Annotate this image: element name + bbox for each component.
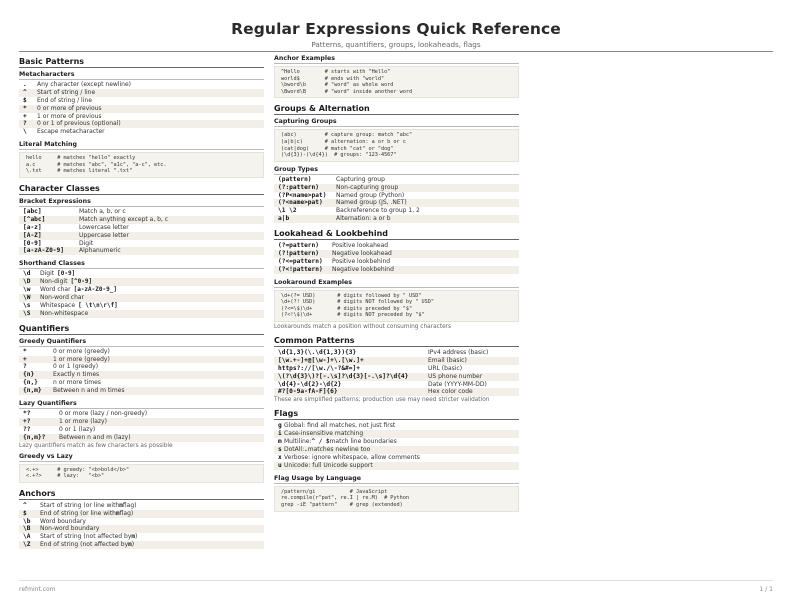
- pattern-code: (?=pattern): [278, 242, 319, 250]
- pattern-description: Unicode: full Unicode support: [284, 461, 373, 469]
- pattern-code: #?[0-9a-fA-F]{6}: [278, 388, 338, 396]
- pattern-code: \s: [23, 301, 31, 309]
- pattern-code: (?<name>pat): [278, 199, 323, 207]
- pattern-description: 0 or more (greedy): [53, 347, 110, 355]
- pattern-description: Negative lookahead: [332, 249, 392, 257]
- pattern-code: \b: [23, 517, 31, 525]
- pattern-description: Word char: [40, 286, 71, 294]
- pattern-description: Between n and m times: [53, 387, 125, 395]
- common-patterns-table: [274, 349, 519, 396]
- pattern-code: m: [278, 438, 282, 446]
- pattern-description: 0 or 1 of previous (optional): [37, 120, 121, 128]
- pattern-code: [abc]: [23, 208, 42, 216]
- shorthand-row: [19, 278, 264, 286]
- footer-page-number: 1 / 1: [759, 586, 773, 593]
- pattern-code: ^: [23, 88, 27, 96]
- bracket-row: [19, 224, 264, 232]
- inline-code: [ \t\n\r\f]: [78, 301, 118, 309]
- pattern-description: Non-digit: [40, 278, 68, 286]
- pattern-code: (?!pattern): [278, 249, 319, 257]
- left-column: [19, 55, 264, 549]
- common-pattern-row: [274, 365, 519, 373]
- pattern-description: Non-word char: [40, 294, 85, 302]
- anchor-examples-code-block: ^Hello # starts with "Hello" world$ # ends with "world" \bword\b # "word" as whole word \Bword\B # "word" inside another word: [274, 66, 519, 98]
- pattern-code: {n}: [23, 371, 35, 379]
- subsection-title-shorthand: Shorthand Classes: [19, 260, 264, 269]
- pattern-code: \D: [23, 278, 31, 286]
- pattern-code: ^: [23, 501, 27, 509]
- anchor-row: [19, 502, 264, 510]
- pattern-description: US phone number: [428, 372, 483, 380]
- pattern-description: Named group (Python): [336, 191, 405, 199]
- anchor-row: [19, 541, 264, 549]
- group-type-row: [274, 184, 519, 192]
- pattern-description: Named group (JS, .NET): [336, 199, 407, 207]
- footer-divider: [19, 580, 773, 581]
- pattern-description: 0 or 1 (greedy): [53, 363, 99, 371]
- lookaround-row: [274, 266, 519, 274]
- pattern-code: *: [23, 104, 27, 112]
- pattern-description: Positive lookahead: [332, 242, 389, 250]
- shorthand-row: [19, 294, 264, 302]
- shorthand-row: [19, 310, 264, 318]
- greedy-table: [19, 348, 264, 395]
- flag-row: [274, 438, 519, 446]
- lookaround-note: Lookarounds match a position without consuming characters: [274, 324, 452, 331]
- section-title-character-classes: Character Classes: [19, 184, 264, 195]
- greedy-vs-lazy-code-block: <.+> # greedy: "<b>bold</b>" <.+?> # lazy: "<b>": [19, 464, 264, 483]
- pattern-code: \W: [23, 294, 31, 302]
- subsection-title-lazy: Lazy Quantifiers: [19, 400, 264, 409]
- pattern-code: [0-9]: [23, 239, 42, 247]
- bracket-row: [19, 232, 264, 240]
- pattern-description-tail: flag): [122, 501, 137, 509]
- pattern-code: [\w.+-]+@[\w-]+\.[\w.]+: [278, 356, 364, 364]
- section-title-quantifiers: Quantifiers: [19, 324, 264, 335]
- bracket-row: [19, 208, 264, 216]
- lazy-table: [19, 410, 264, 442]
- pattern-code: \1 \2: [278, 207, 297, 215]
- pattern-code: x: [278, 453, 282, 461]
- pattern-code: u: [278, 461, 282, 469]
- pattern-description: 1 or more of previous: [37, 112, 102, 120]
- anchor-row: [19, 533, 264, 541]
- subsection-title-capturing: Capturing Groups: [274, 118, 519, 127]
- inline-code: m: [128, 541, 132, 549]
- pattern-code: $: [23, 96, 27, 104]
- bracket-row: [19, 247, 264, 255]
- pattern-description: Capturing group: [336, 175, 385, 183]
- bracket-row: [19, 216, 264, 224]
- shorthand-row: [19, 286, 264, 294]
- pattern-description: Hex color code: [428, 388, 473, 396]
- inline-code: [a-zA-Z0-9_]: [73, 286, 117, 294]
- anchor-row: [19, 525, 264, 533]
- pattern-code: \Z: [23, 541, 31, 549]
- lazy-row: [19, 418, 264, 426]
- pattern-code: $: [23, 509, 27, 517]
- common-pattern-row: [274, 373, 519, 381]
- pattern-description: Escape metacharacter: [37, 128, 105, 136]
- section-title-anchors: Anchors: [19, 489, 264, 500]
- common-pattern-row: [274, 349, 519, 357]
- group-type-row: [274, 207, 519, 215]
- pattern-description: Verbose: ignore whitespace, allow comments: [284, 453, 420, 461]
- lazy-row: [19, 410, 264, 418]
- metacharacter-row: [19, 120, 264, 128]
- pattern-code: [^abc]: [23, 215, 46, 223]
- inline-code: [0-9]: [57, 270, 76, 278]
- pattern-code: \A: [23, 533, 31, 541]
- greedy-row: [19, 356, 264, 364]
- pattern-description: Positive lookbehind: [332, 257, 391, 265]
- pattern-code: ??: [23, 425, 31, 433]
- pattern-description: Non-word boundary: [40, 525, 100, 533]
- metacharacter-row: [19, 81, 264, 89]
- literal-code-block: hello # matches "hello" exactly a.c # matches "abc", "a1c", "a-c", etc. \.txt # matches literal ".txt": [19, 152, 264, 178]
- metacharacters-table: [19, 81, 264, 136]
- pattern-code: *?: [23, 410, 31, 418]
- pattern-code: (?:pattern): [278, 183, 319, 191]
- pattern-description: 0 or 1 (lazy): [59, 425, 96, 433]
- metacharacter-row: [19, 113, 264, 121]
- section-title-basic: Basic Patterns: [19, 57, 264, 68]
- greedy-row: [19, 379, 264, 387]
- lookaround-table: [274, 242, 519, 274]
- pattern-code: \: [23, 128, 27, 136]
- pattern-description: Case-insensitive matching: [284, 430, 364, 438]
- pattern-description: Match a, b, or c: [79, 208, 126, 216]
- pattern-code: i: [278, 430, 282, 438]
- anchor-row: [19, 510, 264, 518]
- pattern-description: Lowercase letter: [79, 223, 129, 231]
- pattern-description: DotAll:: [284, 446, 305, 454]
- pattern-code: \d{4}-\d{2}-\d{2}: [278, 380, 342, 388]
- pattern-code: [a-z]: [23, 223, 42, 231]
- pattern-code: https?://[\w./\-?&#=]+: [278, 364, 360, 372]
- common-note: These are simplified patterns; production use may need stricter validation: [274, 397, 490, 404]
- pattern-code: \(?\d{3}\)?[-.\s]?\d{3}[-.\s]?\d{4}: [278, 372, 409, 380]
- pattern-description: IPv4 address (basic): [428, 349, 489, 357]
- group-type-row: [274, 215, 519, 223]
- pattern-description: End of string / line: [37, 96, 92, 104]
- flag-row: [274, 446, 519, 454]
- section-title-flags: Flags: [274, 409, 519, 420]
- pattern-description: Date (YYYY-MM-DD): [428, 380, 487, 388]
- bracket-row: [19, 240, 264, 248]
- pattern-code: {n,m}: [23, 387, 42, 395]
- subsection-title-lookaround-examples: Lookaround Examples: [274, 279, 519, 288]
- pattern-description: n or more times: [53, 379, 101, 387]
- metacharacter-row: [19, 128, 264, 136]
- pattern-description: Exactly n times: [53, 371, 100, 379]
- pattern-description: Alternation: a or b: [336, 215, 391, 223]
- subsection-title-bracket: Bracket Expressions: [19, 198, 264, 207]
- inline-code: .: [304, 446, 308, 454]
- pattern-description: Match anything except a, b, c: [79, 215, 169, 223]
- page-subtitle: Patterns, quantifiers, groups, lookaheads, flags: [311, 40, 481, 49]
- subsection-title-anchor-examples: Anchor Examples: [274, 55, 519, 64]
- pattern-description: Start of string / line: [37, 88, 96, 96]
- flag-row: [274, 462, 519, 470]
- pattern-description: Non-capturing group: [336, 183, 399, 191]
- greedy-row: [19, 387, 264, 395]
- pattern-code: +: [23, 112, 27, 120]
- pattern-description: 0 or more of previous: [37, 104, 102, 112]
- subsection-title-group-types: Group Types: [274, 166, 519, 175]
- pattern-code: ?: [23, 120, 27, 128]
- header: [0, 20, 792, 49]
- metacharacter-row: [19, 97, 264, 105]
- pattern-code: (pattern): [278, 175, 312, 183]
- pattern-code: [a-zA-Z0-9]: [23, 247, 64, 255]
- pattern-code: s: [278, 446, 282, 454]
- pattern-description: Digit: [40, 270, 55, 278]
- pattern-description: Non-whitespace: [40, 309, 89, 317]
- subsection-title-metacharacters: Metacharacters: [19, 71, 264, 80]
- anchors-table: [19, 502, 264, 549]
- section-title-common-patterns: Common Patterns: [274, 336, 519, 347]
- inline-code: m: [119, 501, 123, 509]
- section-title-groups: Groups & Alternation: [274, 104, 519, 115]
- pattern-description-tail: matches newline too: [307, 446, 371, 454]
- footer-site: refmint.com: [19, 586, 56, 593]
- subsection-title-greedy-vs-lazy: Greedy vs Lazy: [19, 453, 264, 462]
- pattern-code: (?<!pattern): [278, 265, 323, 273]
- pattern-code: *: [23, 347, 27, 355]
- pattern-code: g: [278, 422, 282, 430]
- pattern-code: +?: [23, 417, 31, 425]
- pattern-description: Start of string (not affected by: [40, 533, 132, 541]
- pattern-description: Digit: [79, 239, 94, 247]
- greedy-row: [19, 363, 264, 371]
- flags-table: [274, 422, 519, 469]
- flag-usage-code-block: /pattern/gi # JavaScript re.compile(r"pat", re.I | re.M) # Python grep -iE "pattern" # grep (extended): [274, 486, 519, 512]
- right-column: [274, 55, 519, 514]
- pattern-description: 1 or more (greedy): [53, 355, 110, 363]
- shorthand-table: [19, 270, 264, 317]
- pattern-code: (?<=pattern): [278, 257, 323, 265]
- common-pattern-row: [274, 381, 519, 389]
- group-type-row: [274, 176, 519, 184]
- lazy-note: Lazy quantifiers match as few characters as possible: [19, 442, 173, 449]
- pattern-description: Start of string (or line with: [40, 501, 120, 509]
- capturing-code-block: (abc) # capture group: match "abc" (a|b|c) # alternation: a or b or c (cat|dog) # match "cat" or "dog" (\d{3})-(\d{4}) # groups: "123-4567": [274, 129, 519, 161]
- shorthand-row: [19, 302, 264, 310]
- inline-code: [^0-9]: [70, 278, 93, 286]
- pattern-code: \w: [23, 286, 31, 294]
- metacharacter-row: [19, 105, 264, 113]
- lookaround-code-block: \d+(?= USD) # digits followed by " USD" \d+(?! USD) # digits NOT followed by " USD" (?<=\$)\d+ # digits preceded by "$" (?<!\$)\d+ # digits NOT preceded by "$": [274, 290, 519, 322]
- bracket-table: [19, 208, 264, 255]
- pattern-description: Backreference to group 1, 2: [336, 207, 420, 215]
- pattern-code: ?: [23, 363, 27, 371]
- inline-code: m: [115, 509, 120, 517]
- pattern-description: Email (basic): [428, 356, 467, 364]
- pattern-description: Multiline:: [284, 438, 312, 446]
- flag-row: [274, 454, 519, 462]
- group-type-row: [274, 199, 519, 207]
- shorthand-row: [19, 270, 264, 278]
- pattern-description-tail: ): [131, 541, 135, 549]
- section-title-lookaround: Lookahead & Lookbehind: [274, 229, 519, 240]
- pattern-description: Global: find all matches, not just first: [284, 422, 396, 430]
- flag-row: [274, 430, 519, 438]
- page-title: Regular Expressions Quick Reference: [231, 20, 561, 38]
- pattern-description: 1 or more (lazy): [59, 417, 107, 425]
- pattern-description: Whitespace: [40, 301, 76, 309]
- pattern-code: .: [23, 81, 27, 88]
- pattern-description: 0 or more (lazy / non-greedy): [59, 410, 148, 418]
- pattern-code: {n,m}?: [23, 433, 46, 441]
- pattern-code: [A-Z]: [23, 231, 42, 239]
- inline-code: m: [131, 533, 136, 541]
- lookaround-row: [274, 242, 519, 250]
- pattern-code: +: [23, 355, 27, 363]
- pattern-code: \d{1,3}(\.\d{1,3}){3}: [278, 349, 357, 357]
- subsection-title-literal: Literal Matching: [19, 141, 264, 150]
- pattern-description-tail: match line boundaries: [329, 438, 397, 446]
- pattern-description: Word boundary: [40, 517, 86, 525]
- common-pattern-row: [274, 357, 519, 365]
- pattern-description: Negative lookbehind: [332, 265, 394, 273]
- lazy-row: [19, 434, 264, 442]
- pattern-description: Uppercase letter: [79, 231, 129, 239]
- inline-code: ^ / $: [311, 438, 330, 446]
- lazy-row: [19, 426, 264, 434]
- pattern-description-tail: flag): [119, 509, 134, 517]
- pattern-description: Between n and m (lazy): [59, 433, 131, 441]
- lookaround-row: [274, 258, 519, 266]
- lookaround-row: [274, 250, 519, 258]
- pattern-description: Any character (except newline): [37, 81, 132, 88]
- pattern-description: Alphanumeric: [79, 247, 121, 255]
- flag-row: [274, 422, 519, 430]
- subsection-title-greedy: Greedy Quantifiers: [19, 338, 264, 347]
- header-divider: [19, 51, 773, 52]
- pattern-description: End of string (not affected by: [40, 541, 129, 549]
- group-types-table: [274, 176, 519, 223]
- greedy-row: [19, 348, 264, 356]
- metacharacter-row: [19, 89, 264, 97]
- pattern-code: (?P<name>pat): [278, 191, 327, 199]
- pattern-description: URL (basic): [428, 364, 463, 372]
- greedy-row: [19, 371, 264, 379]
- subsection-title-flag-usage: Flag Usage by Language: [274, 475, 519, 484]
- pattern-description-tail: ): [135, 533, 138, 541]
- common-pattern-row: [274, 388, 519, 396]
- anchor-row: [19, 518, 264, 526]
- pattern-code: \S: [23, 309, 31, 317]
- pattern-code: a|b: [278, 215, 290, 223]
- pattern-code: \d: [23, 270, 31, 278]
- group-type-row: [274, 192, 519, 200]
- pattern-description: End of string (or line with: [40, 509, 116, 517]
- pattern-code: {n,}: [23, 379, 38, 387]
- pattern-code: \B: [23, 525, 31, 533]
